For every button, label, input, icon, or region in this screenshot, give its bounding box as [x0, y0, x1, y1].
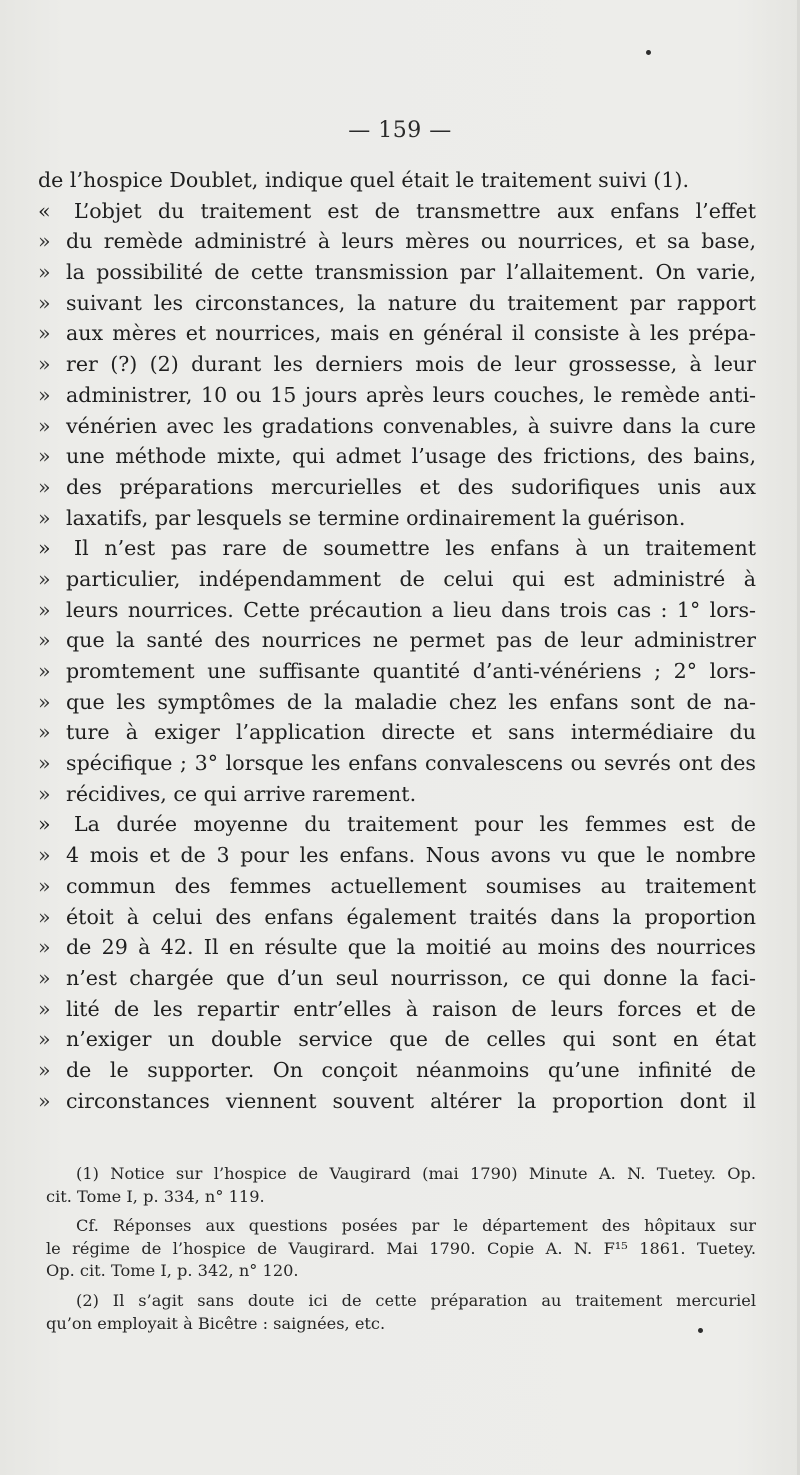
text-line — [38, 932, 756, 963]
line-text: leurs nourrices. Cette précaution a lieu dans trois cas : 1° lors- — [66, 597, 756, 622]
text-line — [38, 533, 756, 564]
line-text: n’exiger un double service que de celles qui sont en état — [66, 1027, 756, 1052]
line-text: lité de les repartir entr’elles à raison de leurs forces et de — [66, 996, 756, 1021]
text-line — [38, 1024, 756, 1055]
line-text: une méthode mixte, qui admet l’usage des frictions, des bains, — [66, 444, 756, 469]
quote-mark: » — [38, 904, 51, 929]
footnote-line: Op. cit. Tome I, p. 342, n° 120. — [46, 1261, 299, 1281]
line-text: que les symptômes de la maladie chez les enfans sont de na- — [66, 689, 756, 714]
main-text-block — [38, 165, 756, 1116]
line-text: commun des femmes actuellement soumises au traitement — [66, 873, 756, 898]
line-text: administrer, 10 ou 15 jours après leurs couches, le remède anti- — [66, 382, 756, 407]
text-line — [38, 564, 756, 595]
line-text: spécifique ; 3° lorsque les enfans convalescens ou sevrés ont des — [66, 751, 756, 776]
footnote-line: (1) Notice sur l’hospice de Vaugirard (mai 1790) Minute A. N. Tuetey. Op. — [76, 1164, 756, 1183]
text-line — [38, 656, 756, 687]
line-text: rer (?) (2) durant les derniers mois de leur grossesse, à leur — [66, 352, 756, 377]
line-text: 4 mois et de 3 pour les enfans. Nous avons vu que le nombre — [66, 843, 756, 868]
text-line — [38, 840, 756, 871]
quote-mark: » — [38, 751, 51, 776]
quote-mark: » — [38, 1027, 51, 1052]
quote-mark: » — [38, 965, 51, 990]
line-text: L’objet du traitement est de transmettre aux enfans l’effet — [74, 198, 756, 223]
text-line — [38, 226, 756, 257]
quote-mark: » — [38, 720, 51, 745]
text-line — [38, 318, 756, 349]
line-text: Il n’est pas rare de soumettre les enfans à un traitement — [74, 536, 756, 561]
quote-mark: » — [38, 566, 51, 591]
quote-mark: » — [38, 659, 51, 683]
line-text: suivant les circonstances, la nature du traitement par rapport — [66, 290, 756, 315]
text-line — [38, 809, 756, 840]
text-line — [38, 257, 756, 288]
text-line — [38, 902, 756, 933]
line-text: que la santé des nourrices ne permet pas de leur administrer — [66, 628, 756, 653]
text-line — [38, 196, 756, 227]
text-line — [38, 687, 756, 718]
line-text: laxatifs, par lesquels se termine ordinairement la guérison. — [66, 505, 686, 530]
line-text: étoit à celui des enfans également traités dans la proportion — [66, 904, 756, 929]
line-text: promtement une suffisante quantité d’anti-vénériens ; 2° lors- — [66, 659, 756, 683]
footnote-line: cit. Tome I, p. 334, n° 119. — [46, 1186, 265, 1206]
line-text: circonstances viennent souvent altérer la proportion dont il — [66, 1088, 756, 1113]
text-line — [38, 1086, 756, 1117]
text-line — [38, 503, 756, 534]
line-text: vénérien avec les gradations convenables, à suivre dans la cure — [66, 413, 756, 438]
line-text: de le supporter. On conçoit néanmoins qu’une infinité de — [66, 1057, 756, 1082]
page-number: — 159 — — [348, 118, 452, 143]
quote-mark: » — [38, 781, 51, 806]
footnote-line: le régime de l’hospice de Vaugirard. Mai 1790. Copie A. N. F¹⁵ 1861. Tuetey. — [46, 1238, 756, 1258]
quote-mark: « — [38, 198, 51, 223]
quote-mark: » — [38, 996, 51, 1021]
footnote-line: qu’on employait à Bicêtre : saignées, etc. — [46, 1313, 386, 1333]
line-text: de 29 à 42. Il en résulte que la moitié au moins des nourrices — [66, 935, 756, 960]
line-text: de l’hospice Doublet, indique quel était le traitement suivi (1). — [38, 168, 689, 192]
quote-mark: » — [38, 444, 51, 469]
footnote-gap — [46, 1208, 756, 1215]
line-text: des préparations mercurielles et des sudorifiques unis aux — [66, 474, 756, 499]
text-line — [38, 871, 756, 902]
print-speck — [698, 1328, 703, 1333]
text-line — [38, 288, 756, 319]
text-line — [38, 411, 756, 442]
text-line — [38, 1055, 756, 1086]
text-line — [38, 717, 756, 748]
line-text: du remède administré à leurs mères ou nourrices, et sa base, — [66, 229, 756, 254]
quote-mark: » — [38, 229, 51, 254]
text-line — [38, 963, 756, 994]
line-text: particulier, indépendamment de celui qui est administré à — [66, 566, 756, 591]
footnote-line: Cf. Réponses aux questions posées par le département des hôpitaux sur — [76, 1216, 756, 1236]
footnote-gap — [46, 1283, 756, 1290]
line-text: ture à exiger l’application directe et sans intermédiaire du — [66, 720, 756, 745]
quote-mark: » — [38, 505, 51, 530]
quote-mark: » — [38, 474, 51, 499]
quote-mark: » — [38, 382, 51, 407]
quote-mark: » — [38, 413, 51, 438]
quote-mark: » — [38, 1088, 51, 1113]
line-text: récidives, ce qui arrive rarement. — [66, 781, 417, 806]
footnotes-block — [46, 1163, 756, 1335]
line-text: n’est chargée que d’un seul nourrisson, ce qui donne la faci- — [66, 965, 756, 990]
quote-mark: » — [38, 290, 51, 315]
line-text: la possibilité de cette transmission par l’allaitement. On varie, — [66, 260, 756, 285]
text-line — [38, 994, 756, 1025]
text-line — [38, 625, 756, 656]
quote-mark: » — [38, 1057, 51, 1082]
quote-mark: » — [38, 321, 51, 346]
text-line — [38, 472, 756, 503]
footnote-line: (2) Il s’agit sans doute ici de cette préparation au traitement mercuriel — [76, 1290, 756, 1310]
line-text: aux mères et nourrices, mais en général il consiste à les prépa- — [66, 321, 756, 346]
quote-mark: » — [38, 352, 51, 377]
text-line — [38, 595, 756, 626]
quote-mark: » — [38, 843, 51, 868]
quote-mark: » — [38, 260, 51, 285]
quote-mark: » — [38, 935, 51, 960]
quote-mark: » — [38, 597, 51, 622]
text-line — [38, 349, 756, 380]
quote-mark: » — [38, 689, 51, 714]
quote-mark: » — [38, 812, 51, 837]
line-text: La durée moyenne du traitement pour les femmes est de — [74, 812, 756, 837]
text-line — [38, 441, 756, 472]
print-speck — [646, 50, 651, 55]
quote-mark: » — [38, 873, 51, 898]
quote-mark: » — [38, 628, 51, 653]
text-line — [38, 779, 756, 810]
text-line — [38, 165, 756, 196]
text-line — [38, 748, 756, 779]
text-line — [38, 380, 756, 411]
quote-mark: » — [38, 536, 51, 561]
